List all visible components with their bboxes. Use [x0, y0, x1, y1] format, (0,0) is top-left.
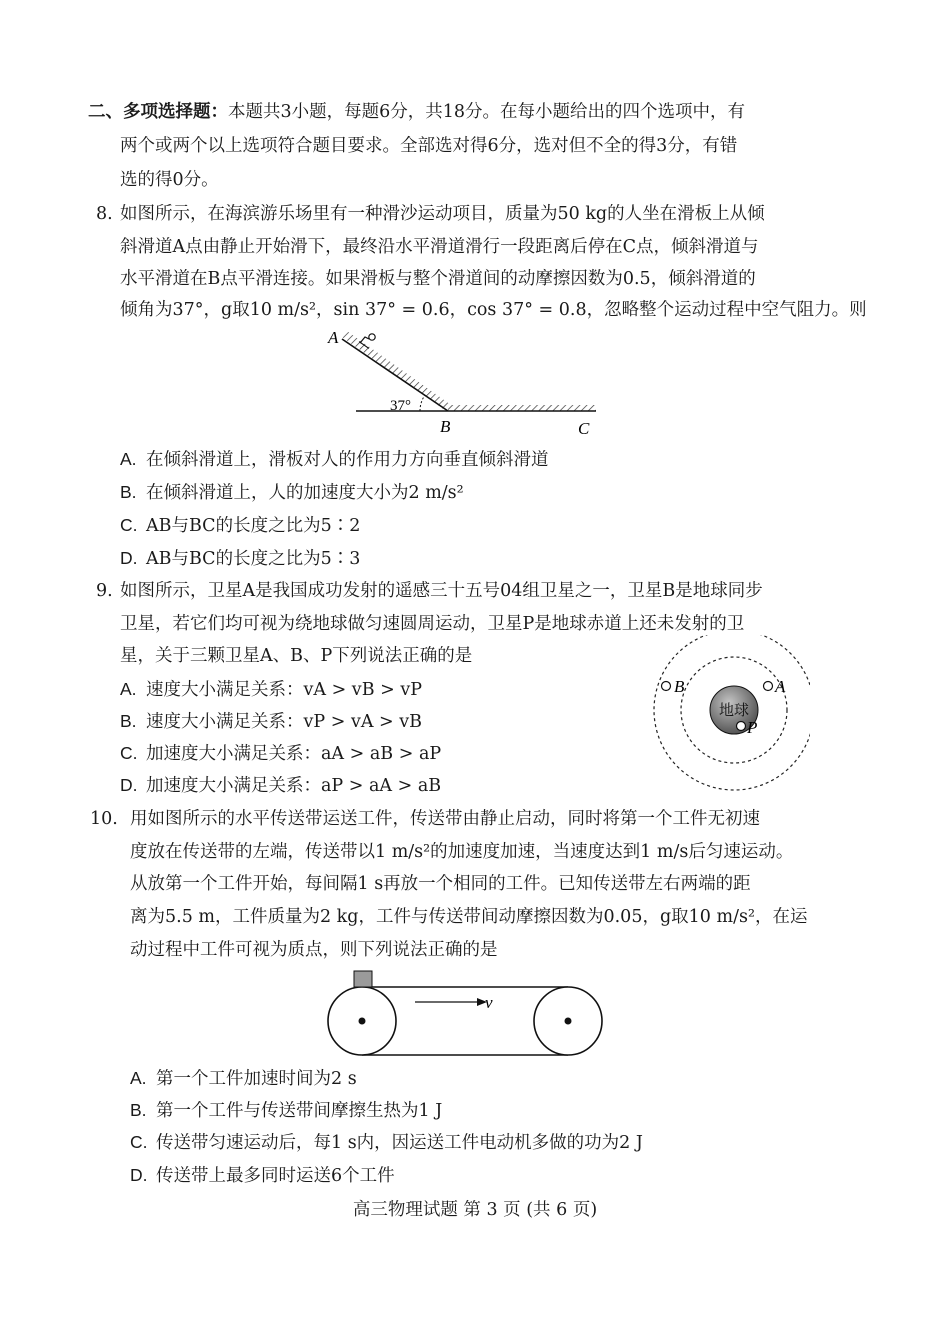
- q10-option-b: B. 第一个工件与传送带间摩擦生热为1 J: [130, 1100, 443, 1121]
- q10-option-a: A. 第一个工件加速时间为2 s: [130, 1068, 357, 1089]
- q10-option-c: C. 传送带匀速运动后，每1 s内，因运送工件电动机多做的功为2 J: [130, 1132, 643, 1153]
- label-B: B: [440, 417, 451, 436]
- q9-option-a: A. 速度大小满足关系：vA > vB > vP: [120, 679, 423, 700]
- q8-option-b: B. 在倾斜滑道上，人的加速度大小为2 m/s²: [120, 482, 464, 503]
- q8-option-a: A. 在倾斜滑道上，滑板对人的作用力方向垂直倾斜滑道: [120, 449, 549, 470]
- label-A-sat: A: [775, 677, 786, 696]
- label-P-sat: P: [747, 718, 758, 737]
- q8-option-c: C. AB与BC的长度之比为5∶2: [120, 515, 361, 536]
- q8-number: 8.: [96, 204, 113, 224]
- q9-option-d: D. 加速度大小满足关系：aP > aA > aB: [120, 775, 442, 796]
- q9-option-c: C. 加速度大小满足关系：aA > aB > aP: [120, 743, 442, 764]
- satellite-A-icon: [764, 682, 773, 691]
- q10-number: 10.: [90, 809, 118, 829]
- velocity-label: v: [485, 993, 493, 1012]
- satellite-B-icon: [662, 682, 671, 691]
- workpiece-block: [354, 971, 372, 987]
- section-header-line-1: [88, 100, 745, 124]
- q8-stem-line-4: 倾角为37°，g取10 m/s²，sin 37° = 0.6，cos 37° = 0.8，忽略整个运动过程中空气阻力。则: [120, 300, 867, 320]
- q8-stem-line-3: 水平滑道在B点平滑连接。如果滑板与整个滑道间的动摩擦因数为0.5，倾斜滑道的: [120, 269, 756, 289]
- earth-label: 地球: [718, 701, 750, 719]
- left-axle: [359, 1018, 366, 1025]
- label-A: A: [328, 328, 339, 347]
- q9-stem-line-1: 如图所示，卫星A是我国成功发射的遥感三十五号04组卫星之一，卫星B是地球同步: [120, 581, 763, 601]
- q9-number: 9.: [96, 581, 113, 601]
- section-header-line-2: 两个或两个以上选项符合题目要求。全部选对得6分，选对但不全的得3分，有错: [120, 136, 738, 156]
- q10-option-d: D. 传送带上最多同时运送6个工件: [130, 1165, 395, 1186]
- right-axle: [565, 1018, 572, 1025]
- label-C: C: [578, 419, 590, 438]
- q10-stem-line-3: 从放第一个工件开始，每间隔1 s再放一个相同的工件。已知传送带左右两端的距: [130, 874, 751, 894]
- q8-option-d: D. AB与BC的长度之比为5∶3: [120, 548, 361, 569]
- ground-hatching: [448, 405, 596, 411]
- q9-option-b: B. 速度大小满足关系：vP > vA > vB: [120, 711, 423, 732]
- q9-orbit-figure: [630, 635, 810, 810]
- page-footer: 高三物理试题 第 3 页 (共 6 页): [352, 1200, 598, 1220]
- q9-stem-line-3: 星，关于三颗卫星A、B、P下列说法正确的是: [120, 646, 473, 666]
- section-intro: 本题共3小题，每题6分，共18分。在每小题给出的四个选项中，有: [228, 102, 746, 122]
- angle-arc: [420, 395, 425, 411]
- angle-label: 37°: [390, 398, 411, 414]
- q8-stem-line-2: 斜滑道A点由静止开始滑下，最终沿水平滑道滑行一段距离后停在C点，倾斜滑道与: [120, 237, 759, 257]
- section-title: 二、多项选择题：: [88, 102, 228, 122]
- q8-slope-figure: [320, 325, 610, 440]
- q10-stem-line-2: 度放在传送带的左端，传送带以1 m/s²的加速度加速，当速度达到1 m/s后匀速运动。: [130, 842, 794, 862]
- q8-stem-line-1: 如图所示，在海滨游乐场里有一种滑沙运动项目，质量为50 kg的人坐在滑板上从倾: [120, 204, 765, 224]
- section-header-line-3: 选的得0分。: [120, 170, 219, 190]
- q10-conveyor-figure: [325, 968, 605, 1058]
- q10-stem-line-4: 离为5.5 m，工件质量为2 kg，工件与传送带间动摩擦因数为0.05，g取10 m/s²，在运: [130, 907, 808, 927]
- q9-stem-line-2: 卫星，若它们均可视为绕地球做匀速圆周运动，卫星P是地球赤道上还未发射的卫: [120, 614, 745, 634]
- label-B-sat: B: [674, 677, 685, 696]
- satellite-P-icon: [737, 722, 746, 731]
- q10-stem-line-5: 动过程中工件可视为质点，则下列说法正确的是: [130, 940, 498, 960]
- q10-stem-line-1: 用如图所示的水平传送带运送工件，传送带由静止启动，同时将第一个工件无初速: [130, 809, 760, 829]
